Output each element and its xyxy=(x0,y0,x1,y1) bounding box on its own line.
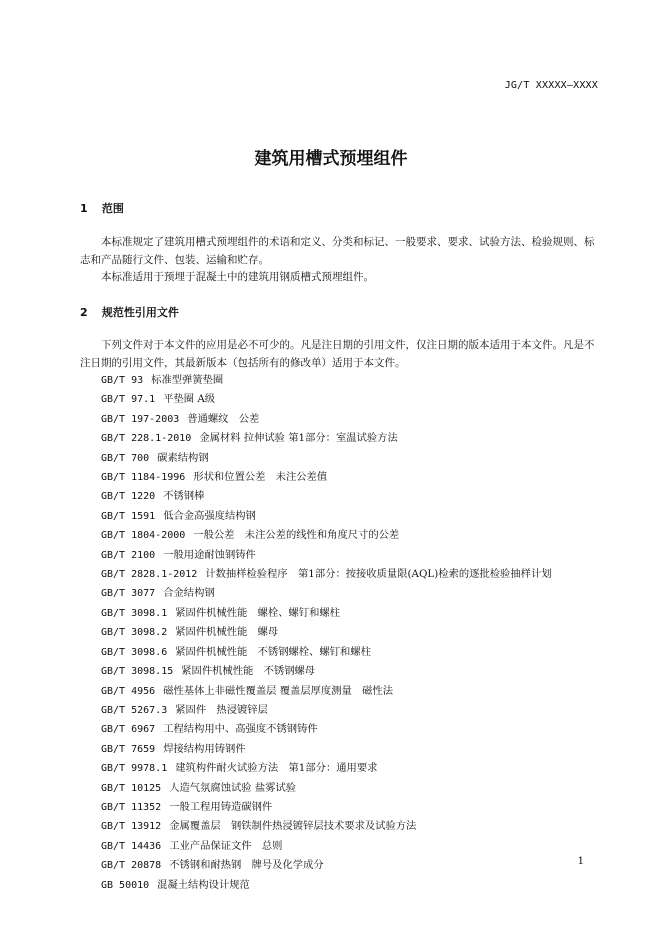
section-title: 范围 xyxy=(101,202,124,215)
reference-item xyxy=(101,371,611,390)
reference-title: 紧固件机械性能 螺母 xyxy=(175,626,279,639)
reference-code: GB/T 197-2003 xyxy=(101,413,180,425)
reference-code: GB/T 6967 xyxy=(101,724,156,736)
reference-item xyxy=(101,507,611,526)
reference-item xyxy=(101,720,611,739)
reference-code: GB/T 1591 xyxy=(101,510,156,522)
reference-title: 一般用途耐蚀钢铸件 xyxy=(163,548,256,561)
reference-item xyxy=(101,779,611,798)
reference-title: 紧固件机械性能 不锈钢螺栓、螺钉和螺柱 xyxy=(175,645,371,658)
document-title: 建筑用槽式预埋组件 xyxy=(254,149,408,169)
reference-item xyxy=(101,740,611,759)
reference-code: GB/T 1220 xyxy=(101,491,156,503)
reference-title: 磁性基体上非磁性覆盖层 覆盖层厚度测量 磁性法 xyxy=(163,684,393,697)
reference-code: GB/T 7659 xyxy=(101,743,156,755)
reference-code: GB/T 3098.2 xyxy=(101,627,168,639)
reference-title: 标准型弹簧垫圈 xyxy=(151,374,224,386)
reference-title: 焊接结构用铸钢件 xyxy=(163,742,246,755)
reference-item xyxy=(101,429,611,448)
reference-title: 形状和位置公差 未注公差值 xyxy=(193,471,328,484)
reference-code: GB/T 5267.3 xyxy=(101,704,168,716)
reference-code: GB/T 3098.6 xyxy=(101,646,168,658)
reference-code: GB/T 20878 xyxy=(101,860,162,872)
reference-item xyxy=(101,798,611,817)
reference-item xyxy=(101,662,611,681)
reference-title: 混凝土结构设计规范 xyxy=(157,878,250,891)
reference-item xyxy=(101,623,611,642)
reference-title: 合金结构钢 xyxy=(163,587,215,600)
reference-title: 一般工程用铸造碳钢件 xyxy=(169,800,273,813)
reference-code: GB/T 4956 xyxy=(101,685,156,697)
reference-title: 一般公差 未注公差的线性和角度尺寸的公差 xyxy=(193,529,400,542)
reference-title: 建筑构件耐火试验方法 第1部分：通用要求 xyxy=(175,762,378,775)
reference-title: 工程结构用中、高强度不锈钢铸件 xyxy=(163,723,318,736)
reference-item xyxy=(101,876,611,895)
reference-item xyxy=(101,643,611,662)
section-2-heading xyxy=(80,304,179,320)
reference-code: GB/T 700 xyxy=(101,452,150,464)
reference-title: 计数抽样检验程序 第1部分：按接收质量限(AQL)检索的逐批检验抽样计划 xyxy=(205,568,552,581)
reference-title: 不锈钢和耐热钢 牌号及化学成分 xyxy=(169,859,324,872)
reference-code: GB/T 14436 xyxy=(101,840,162,852)
reference-item xyxy=(101,837,611,856)
reference-item xyxy=(101,817,611,836)
reference-title: 平垫圈 A级 xyxy=(163,393,216,406)
reference-code: GB/T 11352 xyxy=(101,801,162,813)
normative-references-list xyxy=(101,371,611,895)
reference-code: GB 50010 xyxy=(101,879,150,891)
page-number: 1 xyxy=(577,856,584,867)
reference-item xyxy=(101,856,611,875)
reference-title: 碳素结构钢 xyxy=(157,451,209,464)
reference-title: 工业产品保证文件 总则 xyxy=(169,839,283,852)
reference-item xyxy=(101,487,611,506)
reference-code: GB/T 10125 xyxy=(101,782,162,794)
reference-item xyxy=(101,546,611,565)
reference-item xyxy=(101,526,611,545)
reference-code: GB/T 1184-1996 xyxy=(101,472,186,484)
paragraph: 本标准规定了建筑用槽式预埋组件的术语和定义、分类和标记、一般要求、要求、试验方法、检验规则、标志和产品随行文件、包装、运输和贮存。 xyxy=(80,236,595,266)
standard-code: JG/T XXXXX—XXXX xyxy=(504,80,598,91)
reference-code: GB/T 2828.1-2012 xyxy=(101,569,198,581)
reference-item xyxy=(101,682,611,701)
reference-title: 低合金高强度结构钢 xyxy=(163,509,256,522)
section-1-body xyxy=(80,234,600,287)
reference-item xyxy=(101,449,611,468)
section-title: 规范性引用文件 xyxy=(101,306,179,319)
reference-code: GB/T 3098.15 xyxy=(101,666,174,678)
reference-code: GB/T 3077 xyxy=(101,588,156,600)
reference-title: 人造气氛腐蚀试验 盐雾试验 xyxy=(169,781,297,794)
reference-item xyxy=(101,410,611,429)
reference-title: 金属材料 拉伸试验 第1部分：室温试验方法 xyxy=(199,432,398,445)
reference-title: 紧固件机械性能 螺栓、螺钉和螺柱 xyxy=(175,606,340,619)
reference-title: 紧固件机械性能 不锈钢螺母 xyxy=(181,665,316,678)
reference-title: 普通螺纹 公差 xyxy=(187,412,260,425)
reference-code: GB/T 228.1-2010 xyxy=(101,433,192,445)
reference-code: GB/T 9978.1 xyxy=(101,763,168,775)
section-1-heading xyxy=(80,200,124,216)
reference-code: GB/T 1804-2000 xyxy=(101,530,186,542)
reference-item xyxy=(101,565,611,584)
reference-item xyxy=(101,584,611,603)
reference-code: GB/T 2100 xyxy=(101,549,156,561)
section-number: 1 xyxy=(80,202,88,215)
reference-code: GB/T 97.1 xyxy=(101,394,156,406)
paragraph: 本标准适用于预埋于混凝土中的建筑用钢质槽式预埋组件。 xyxy=(101,271,374,283)
reference-title: 金属覆盖层 钢铁制件热浸镀锌层技术要求及试验方法 xyxy=(169,820,417,833)
reference-item xyxy=(101,468,611,487)
reference-title: 不锈钢棒 xyxy=(163,490,205,503)
reference-item xyxy=(101,701,611,720)
reference-item xyxy=(101,390,611,409)
reference-item xyxy=(101,604,611,623)
reference-title: 紧固件 热浸镀锌层 xyxy=(175,703,268,716)
reference-code: GB/T 93 xyxy=(101,375,144,386)
section-number: 2 xyxy=(80,306,88,319)
reference-code: GB/T 13912 xyxy=(101,821,162,833)
paragraph: 下列文件对于本文件的应用是必不可少的。凡是注日期的引用文件，仅注日期的版本适用于本文件。凡是不注日期的引用文件，其最新版本（包括所有的修改单）适用于本文件。 xyxy=(80,339,595,369)
reference-code: GB/T 3098.1 xyxy=(101,607,168,619)
section-2-body xyxy=(80,337,600,372)
reference-item xyxy=(101,759,611,778)
